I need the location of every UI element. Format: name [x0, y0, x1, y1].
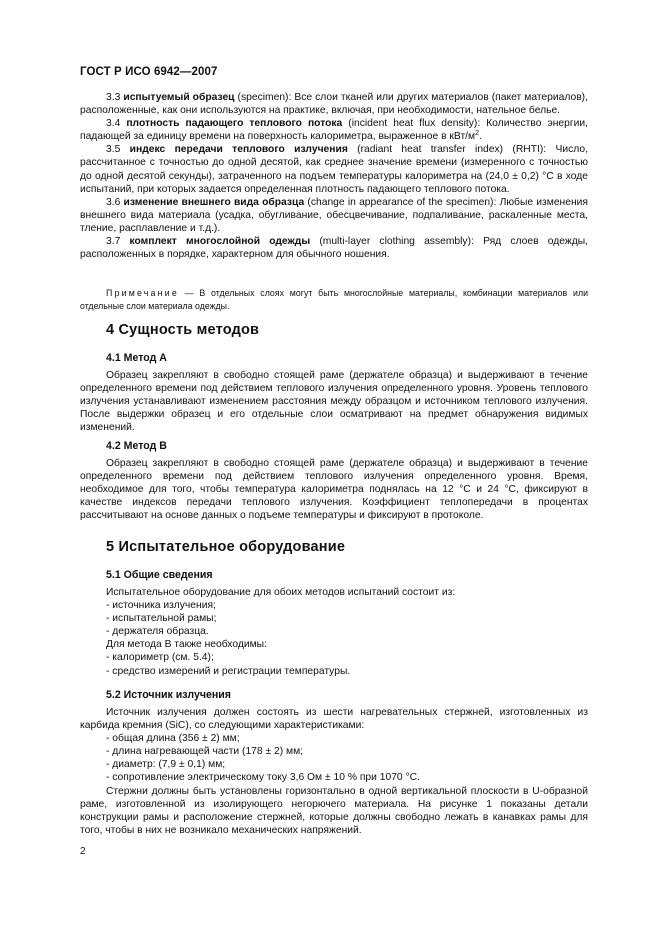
section-5-1-list	[106, 586, 588, 678]
note-label: Примечание	[106, 288, 179, 298]
list-item: - сопротивление электрическому току 3,6 Ом ± 10 % при 1070 °С.	[106, 772, 420, 784]
list-item: - длина нагревающей части (178 ± 2) мм;	[106, 746, 304, 758]
list-item: - испытательной рамы;	[106, 613, 217, 625]
section-5-1-intro: Испытательное оборудование для обоих методов испытаний состоит из:	[106, 587, 456, 598]
section-4-1-text: Образец закрепляют в свободно стоящей раме (держателе образца) и выдерживают в течение определенного времени под действием теплового излучения определенного уровня. Уровень теплового излучения устанавливают изменением расстояния между образцом и источником теплового излучения. После выдержки образец и его отдельные слои осматривают на предмет обнаружения видимых изменений.	[80, 370, 588, 434]
definition-3-4: 3.4 плотность падающего теплового потока (incident heat flux density): Количество энергии, падающей за единицу времени на поверхность калориметра, выраженное в кВт/$м^2$.	[80, 118, 588, 143]
list-item: - держателя образца.	[106, 626, 209, 638]
section-4-title: 4 Сущность методов	[106, 322, 260, 338]
section-4-1-title: 4.1 Метод А	[106, 352, 167, 364]
section-5-2-text: Стержни должны быть установлены горизонтально в одной вертикальной плоскости в U-образной раме, изготовленной из изолирующего негорючего материала. На рисунке 1 показаны детали конструкции рамы и расположение стержней, которые должны свободно лежать в канавках рамы для того, чтобы в них не возникало механических напряжений.	[80, 785, 588, 836]
note	[80, 287, 588, 312]
definition-3-5: 3.5 индекс передачи теплового излучения (radiant heat transfer index) (RHTI): Число, рассчитанное с точностью до одной десятой, как среднее значение времени (измеренного с точностью до одной десятой секунды), затраченного на подъем температуры калориметра на (24,0 ± 0,2) °С в ходе испытаний, при которых задается определенная плотность падающего теплового потока.	[80, 144, 588, 195]
note-text: — В отдельных слоях могут быть многослойные материалы, комбинации материалов или отдельные слои материала одежды.	[80, 288, 588, 311]
section-5-1-intro2: Для метода В также необходимы:	[106, 639, 267, 651]
definition-3-6: 3.6 изменение внешнего вида образца (change in appearance of the specimen): Любые изменения внешнего вида материала (усадка, обугливание, обесцвечивание, подпаливание, раскаленные места, тление, расплавление и т.д.).	[80, 196, 588, 234]
section-4-2-text: Образец закрепляют в свободно стоящей раме (держателе образца) и выдерживают в течение определенного времени под действием теплового излучения определенного уровня. Время, необходимое для того, чтобы температура калориметра поднялась на 12 °С и 24 °С, фиксируют в качестве индексов передачи теплового излучения. Коэффициент теплопередачи в процентах рассчитывают на основе данных о подъеме температуры и фиксируют в протоколе.	[80, 458, 588, 522]
section-5-title: 5 Испытательное оборудование	[106, 539, 346, 555]
list-item: - общая длина (356 ± 2) мм;	[106, 733, 240, 745]
definition-3-3: 3.3 испытуемый образец (specimen): Все слои тканей или других материалов (пакет материалов), расположенные, как они используются на практике, включая, при необходимости, нательное белье.	[80, 92, 588, 117]
list-item: - диаметр: (7,9 ± 0,1) мм;	[106, 759, 226, 771]
section-5-2-title: 5.2 Источник излучения	[106, 689, 231, 701]
section-5-2-intro: Источник излучения должен состоять из шести нагревательных стержней, изготовленных из карбида кремния (SiC), со следующими характеристиками:	[80, 707, 588, 732]
list-item: - средство измерений и регистрации температуры.	[106, 665, 351, 677]
list-item: - калориметр (см. 5.4);	[106, 652, 214, 664]
section-5-1-title: 5.1 Общие сведения	[106, 569, 213, 581]
page-number: 2	[80, 846, 86, 857]
section-5-2-body	[80, 706, 588, 837]
document-header: ГОСТ Р ИСО 6942—2007	[80, 66, 218, 78]
definitions-block	[80, 91, 588, 261]
section-4-2-title: 4.2 Метод В	[106, 440, 167, 452]
list-item: - источника излучения;	[106, 600, 216, 612]
definition-3-7: 3.7 комплект многослойной одежды (multi-layer clothing assembly): Ряд слоев одежды, расположенных в порядке, характерном для обычного ношения.	[80, 236, 588, 261]
